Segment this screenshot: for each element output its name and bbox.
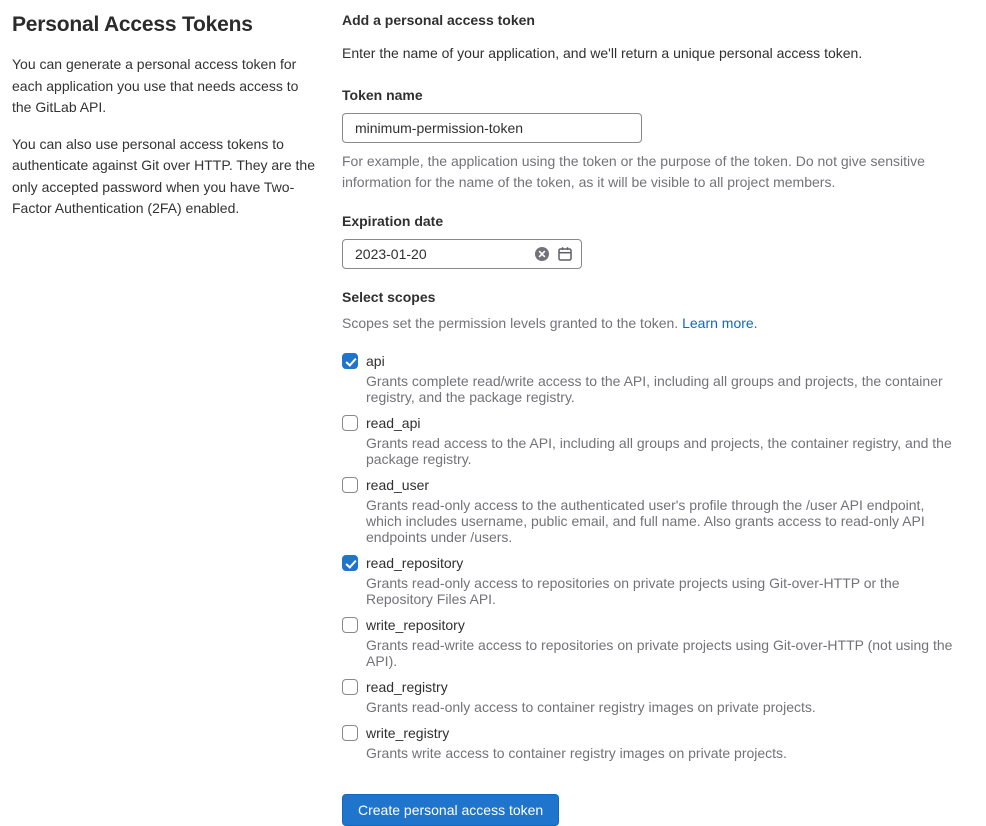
checkbox-write_repository[interactable] <box>342 617 358 633</box>
checkbox-read_user[interactable] <box>342 477 358 493</box>
scope-description: Grants read access to the API, including all groups and projects, the container registry, and the package registry. <box>366 435 952 467</box>
expiration-date-field <box>342 239 582 269</box>
scope-label[interactable]: api <box>366 353 385 369</box>
scope-label[interactable]: read_api <box>366 415 421 431</box>
open-calendar-button[interactable] <box>557 246 573 262</box>
calendar-icon <box>557 246 573 262</box>
scope-list <box>342 351 964 761</box>
scope-head <box>342 351 964 371</box>
clear-date-button[interactable] <box>534 246 550 262</box>
select-scopes-label: Select scopes <box>342 289 436 305</box>
scope-row-api <box>342 351 964 405</box>
scope-head <box>342 723 964 743</box>
scope-row-read_user <box>342 475 964 545</box>
create-token-button[interactable]: Create personal access token <box>342 794 559 826</box>
scope-row-write_repository <box>342 615 964 669</box>
learn-more-link[interactable]: Learn more. <box>682 315 758 331</box>
scope-row-read_api <box>342 413 964 467</box>
page-title: Personal Access Tokens <box>12 13 253 36</box>
scope-description: Grants read-only access to the authenticated user's profile through the /user API endpoint, which includes username, public email, and full name. Also grants access to read-only API endpoints under /users. <box>366 497 925 545</box>
scope-label[interactable]: write_registry <box>366 725 450 741</box>
scope-label[interactable]: read_registry <box>366 679 448 695</box>
form-intro: Enter the name of your application, and we'll return a unique personal access token. <box>342 45 863 61</box>
scope-head <box>342 615 964 635</box>
scope-description: Grants read-only access to repositories on private projects using Git-over-HTTP or the Repository Files API. <box>366 575 900 607</box>
scope-head <box>342 677 964 697</box>
scope-label[interactable]: read_repository <box>366 555 464 571</box>
expiration-date-label: Expiration date <box>342 213 444 229</box>
scope-head <box>342 413 964 433</box>
x-circle-icon <box>534 246 550 262</box>
token-name-input[interactable] <box>342 113 642 143</box>
scopes-help <box>342 313 964 334</box>
scope-row-write_registry <box>342 723 964 761</box>
scope-description: Grants complete read/write access to the API, including all groups and projects, the container registry, and the package registry. <box>366 373 943 405</box>
checkbox-read_repository[interactable] <box>342 555 358 571</box>
scope-label[interactable]: read_user <box>366 477 430 493</box>
scope-row-read_repository <box>342 553 964 607</box>
description-sidebar <box>12 12 316 826</box>
form-heading: Add a personal access token <box>342 12 535 28</box>
scope-description: Grants read-only access to container registry images on private projects. <box>366 699 816 715</box>
sidebar-paragraph-1: You can generate a personal access token for each application you use that needs access to the GitLab API. <box>12 56 299 115</box>
sidebar-paragraph-2: You can also use personal access tokens to authenticate against Git over HTTP. They are the only accepted password when you have Two-Factor Authentication (2FA) enabled. <box>12 135 315 216</box>
scope-description: Grants read-write access to repositories on private projects using Git-over-HTTP (not using the API). <box>366 637 953 669</box>
checkbox-read_registry[interactable] <box>342 679 358 695</box>
checkbox-api[interactable] <box>342 353 358 369</box>
token-name-label: Token name <box>342 87 423 103</box>
token-form <box>342 12 964 826</box>
token-name-help: For example, the application using the token or the purpose of the token. Do not give sensitive information for the name of the token, as it will be visible to all project members. <box>342 153 925 190</box>
expiration-date-input[interactable] <box>355 246 527 262</box>
scope-head <box>342 475 964 495</box>
scopes-help-text: Scopes set the permission levels granted to the token. <box>342 315 683 331</box>
checkbox-write_registry[interactable] <box>342 725 358 741</box>
scope-description: Grants write access to container registry images on private projects. <box>366 745 787 761</box>
scope-head <box>342 553 964 573</box>
scope-row-read_registry <box>342 677 964 715</box>
checkbox-read_api[interactable] <box>342 415 358 431</box>
scope-label[interactable]: write_repository <box>366 617 465 633</box>
